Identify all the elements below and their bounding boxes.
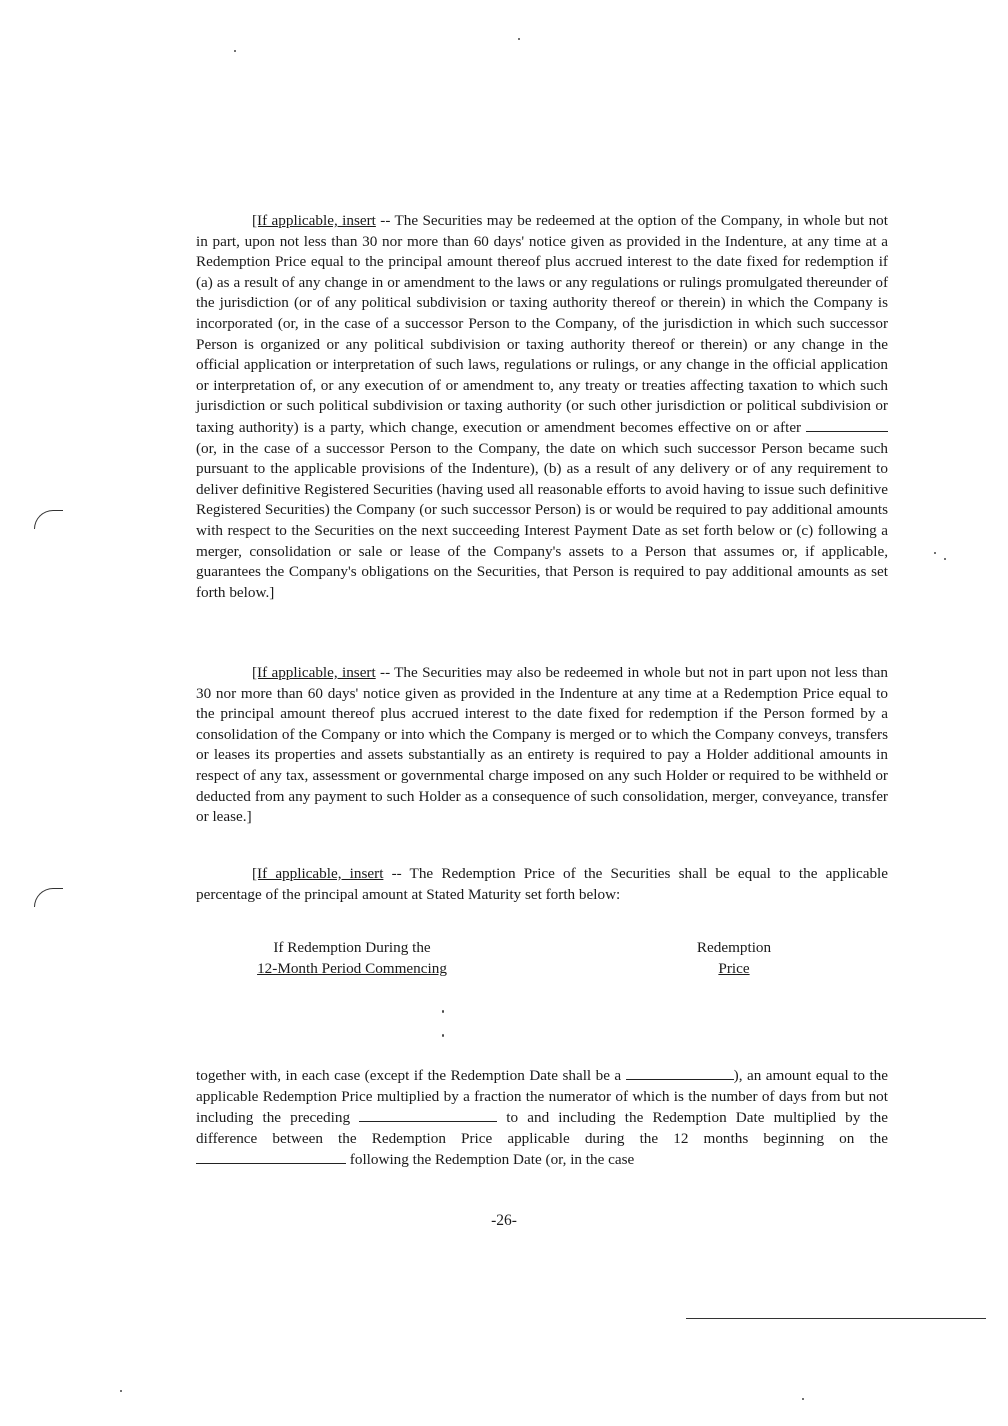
table-header-price (672, 937, 796, 979)
scan-mark (34, 510, 63, 529)
paragraph-body: -- The Redemption Price of the Securities shall be equal to the applicable percentage of the principal amount at Stated Maturity set forth below: (196, 865, 889, 903)
table-header-line: 12-Month Period Commencing (257, 960, 447, 977)
paragraph-body: together with, in each case (except if the Redemption Date shall be a (196, 1067, 622, 1084)
scan-speck (442, 1010, 444, 1013)
paragraph-tax-redemption (196, 211, 888, 603)
paragraph-accrued-amount (196, 1065, 888, 1171)
paragraph-lead: [If applicable, insert (252, 212, 376, 229)
scan-speck (518, 38, 520, 40)
table-header-line: If Redemption During the (273, 939, 431, 956)
paragraph-merger-redemption (196, 663, 888, 828)
paragraph-lead: [If applicable, insert (252, 865, 384, 882)
scan-mark (34, 888, 63, 907)
table-header-line: Price (718, 960, 750, 977)
blank-line (196, 1149, 346, 1164)
blank-line (359, 1107, 497, 1122)
blank-line (806, 417, 888, 432)
paragraph-redemption-price (196, 864, 888, 905)
page-number: -26- (491, 1212, 517, 1229)
scan-speck (120, 1390, 122, 1392)
paragraph-body-continued: (or, in the case of a successor Person to the Company, the date on which such successor Person became such pursuant to the applicable provisions of the Indenture), (b) as a result of any delivery or of any requirement to deliver definitive Registered Securities (having used all reasonable efforts to avoid having to issue such definitive Registered Securities) the Company (or such successor Person) is or would be required to pay additional amounts with respect to the Securities on the next succeeding Interest Payment Date as set forth below or (c) following a merger, consolidation or sale or lease of the Company's assets to a Person that assumes or, if applicable, guarantees the Company's obligations on the Securities, that Person is required to pay additional amounts as set forth below.] (196, 439, 888, 601)
paragraph-lead: [If applicable, insert (252, 664, 376, 681)
scan-speck (934, 552, 936, 554)
table-header-line: Redemption (696, 939, 772, 956)
table-header-period (236, 937, 468, 979)
paragraph-body: -- The Securities may also be redeemed in whole but not in part upon not less than 30 nor more than 60 days' notice given as provided in the Indenture at any time at a Redemption Price equal to the principal amount thereof plus accrued interest to the date fixed for redemption if the Person formed by a consolidation of the Company or into which the Company is merged or to which the Company conveys, transfers or leases its properties and assets substantially as an entirety is required to pay a Holder additional amounts in respect of any tax, assessment or governmental charge imposed on any such Holder or required to be withheld or deducted from any payment to such Holder as a consequence of such consolidation, merger, conveyance, transfer or lease.] (196, 664, 888, 826)
scan-speck (234, 50, 236, 52)
scan-speck (944, 558, 946, 560)
paragraph-body: -- The Securities may be redeemed at the option of the Company, in whole but not in part, upon not less than 30 nor more than 60 days' notice given as provided in the Indenture, at any time at a Redemption Price equal to the principal amount thereof plus accrued interest to the date fixed for redemption if (a) as a result of any change in or amendment to the laws or any regulations or rulings promulgated thereunder of the jurisdiction (or of any political subdivision or taxing authority thereof or therein) in which the Company is incorporated (or, in the case of a successor Person to the Company, of the jurisdiction in which such successor Person is organized or any political subdivision or taxing authority thereof or therein) or any change in the official application or interpretation of such laws, regulations or rulings, or any change in the official application or interpretation of, or any execution of or amendment to, any treaty or treaties affecting taxation to which such jurisdiction or such political subdivision or taxing authority (or such other jurisdiction or political subdivision or taxing authority) is a party, which change, execution or amendment becomes effective on or after (196, 212, 888, 436)
paragraph-body: ), an amount equal to the applicable Redemption Price multiplied by a fraction the numerator of which is the number of days from but not including the preceding (196, 1067, 888, 1127)
paragraph-body: following the Redemption Date (or, in the case (349, 1151, 635, 1169)
blank-line (626, 1065, 734, 1080)
scan-speck (442, 1034, 444, 1037)
paragraph-body: to and including the Redemption Date multiplied by the difference between the Redemption Price applicable during the 12 months beginning on the (196, 1109, 889, 1147)
scan-line (686, 1318, 986, 1319)
scan-speck (802, 1398, 804, 1400)
